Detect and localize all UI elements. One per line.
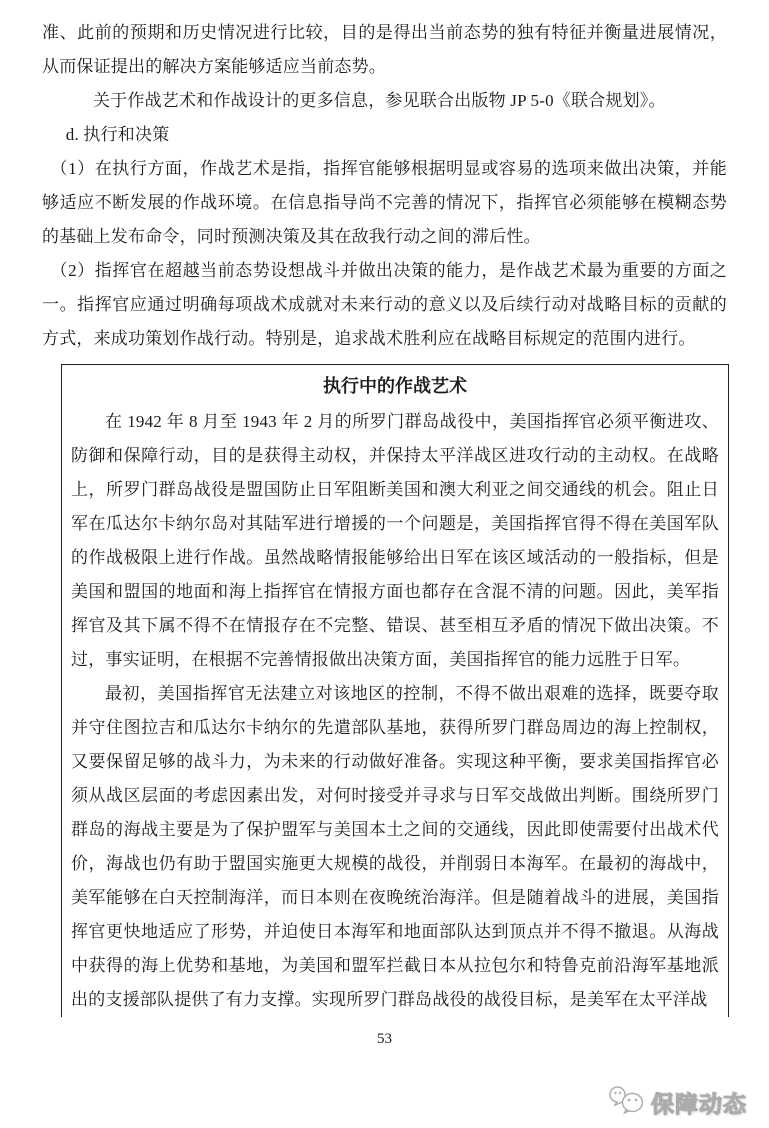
section-heading-d: d. 执行和决策 xyxy=(65,125,170,144)
case-study-title: 执行中的作战艺术 xyxy=(323,376,467,396)
page-number: 53 xyxy=(377,1031,392,1047)
body-paragraph: 准、此前的预期和历史情况进行比较，目的是得出当前态势的独有特征并衡量进展情况，从而保证提出的解决方案能够适应当前态势。 xyxy=(42,23,727,76)
reference-note: 关于作战艺术和作战设计的更多信息，参见联合出版物 JP 5-0《联合规划》。 xyxy=(93,91,666,110)
body-paragraph: （1）在执行方面，作战艺术是指，指挥官能够根据明显或容易的选项来做出决策，并能够适应不断发展的作战环境。在信息指导尚不完善的情况下，指挥官必须能够在模糊态势的基础上发布命令，同时预测决策及其在敌我行动之间的滞后性。 xyxy=(42,159,727,246)
chat-bubbles-icon xyxy=(608,1085,646,1120)
watermark-label: 保障动态 xyxy=(651,1091,747,1117)
case-study-box xyxy=(61,364,729,1017)
case-study-paragraph: 在 1942 年 8 月至 1943 年 2 月的所罗门群岛战役中，美国指挥官必须平衡进攻、防御和保障行动，目的是获得主动权，并保持太平洋战区进攻行动的主动权。在战略上，所罗门群岛战役是盟国防止日军阻断美国和澳大利亚之间交通线的机会。阻止日军在瓜达尔卡纳尔岛对其陆军进行增援的一个问题是，美国指挥官得不得在美国军队的作战极限上进行作战。虽然战略情报能够给出日军在该区域活动的一般指标，但是美国和盟国的地面和海上指挥官在情报方面也都存在含混不清的问题。因此，美军指挥官及其下属不得不在情报存在不完整、错误、甚至相互矛盾的情况下做出决策。不过，事实证明，在根据不完善情报做出决策方面，美国指挥官的能力远胜于日军。 xyxy=(71,412,719,669)
watermark xyxy=(608,1085,747,1120)
body-paragraph: （2）指挥官在超越当前态势设想战斗并做出决策的能力，是作战艺术最为重要的方面之一。指挥官应通过明确每项战术成就对未来行动的意义以及后续行动对战略目标的贡献的方式，来成功策划作战行动。特别是，追求战术胜利应在战略目标规定的范围内进行。 xyxy=(42,261,727,348)
case-study-paragraph: 最初，美国指挥官无法建立对该地区的控制，不得不做出艰难的选择，既要夺取并守住图拉吉和瓜达尔卡纳尔的先遣部队基地，获得所罗门群岛周边的海上控制权，又要保留足够的战斗力，为未来的行动做好准备。实现这种平衡，要求美国指挥官必须从战区层面的考虑因素出发，对何时接受并寻求与日军交战做出判断。围绕所罗门群岛的海战主要是为了保护盟军与美国本土之间的交通线，因此即使需要付出战术代价，海战也仍有助于盟国实施更大规模的战役，并削弱日本海军。在最初的海战中，美军能够在白天控制海洋，而日本则在夜晚统治海洋。但是随着战斗的进展，美国指挥官更快地适应了形势，并迫使日本海军和地面部队达到顶点并不得不撤退。从海战中获得的海上优势和基地，为美国和盟军拦截日本从拉包尔和特鲁克前沿海军基地派出的支援部队提供了有力支撑。实现所罗门群岛战役的战役目标，是美军在太平洋战 xyxy=(71,684,719,1009)
